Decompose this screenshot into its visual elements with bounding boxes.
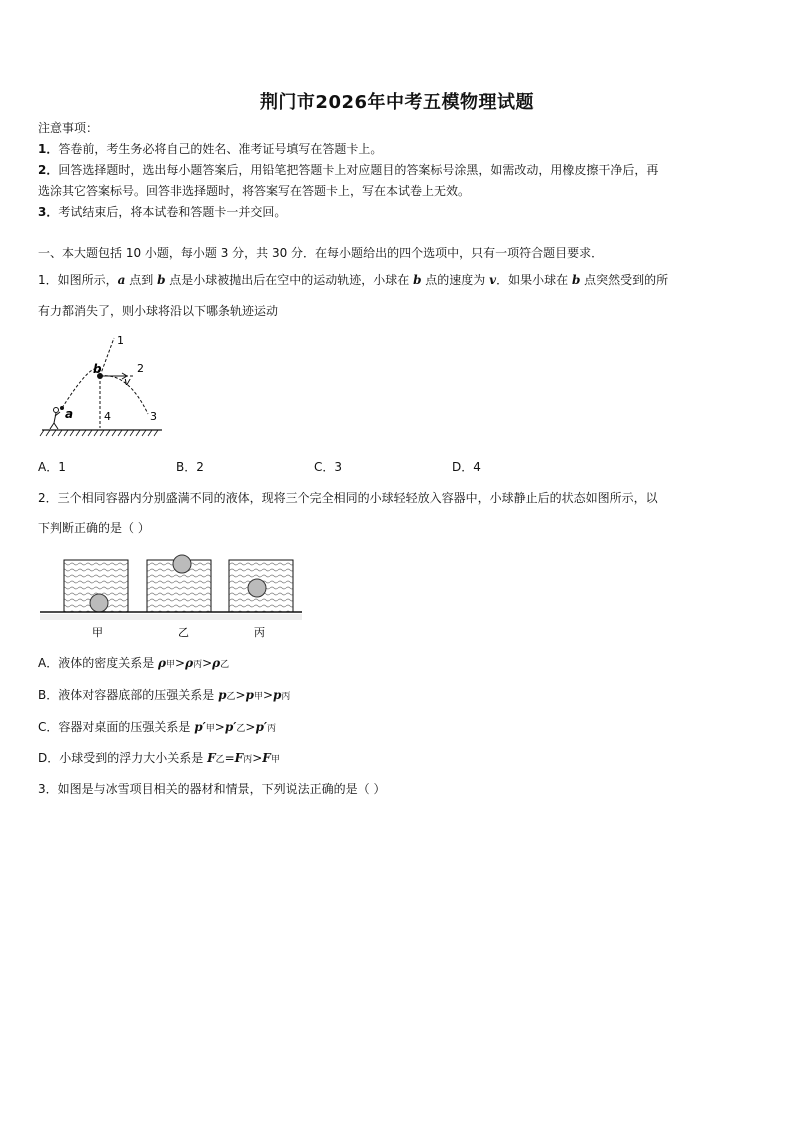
- q1-symbol-a: a: [117, 273, 126, 287]
- notice-item-number: 2．: [38, 163, 59, 177]
- symbol: p′: [255, 720, 268, 734]
- containers-figure: [38, 548, 304, 642]
- q1-symbol-b: b: [571, 273, 581, 287]
- notice-heading: 注意事项：: [38, 121, 99, 135]
- q1-option-d: D．4: [452, 460, 481, 474]
- q1-text: 点突然受到的所: [580, 273, 669, 287]
- notice-item-text: 选涂其它答案标号。回答非选择题时，将答案写在答题卡上，写在本试卷上无效。: [38, 184, 471, 198]
- symbol: p: [218, 688, 227, 702]
- label-velocity: v: [124, 375, 131, 388]
- q1-symbol-b: b: [157, 273, 166, 287]
- symbol: p′: [194, 720, 206, 734]
- question-2-line-1: 2．三个相同容器内分别盛满不同的液体，现将三个完全相同的小球轻轻放入容器中，小球静止后的状态如图所示，以: [38, 491, 658, 505]
- subscript: 乙: [236, 724, 246, 734]
- subscript: 丙: [281, 692, 291, 702]
- symbol: F: [262, 751, 271, 765]
- operator: >: [245, 720, 256, 734]
- label-path-1: 1: [117, 334, 124, 347]
- symbol: F: [234, 751, 244, 765]
- symbol: ρ: [158, 656, 167, 670]
- question-3: 3．如图是与冰雪项目相关的器材和情景，下列说法正确的是（ ）: [38, 782, 386, 796]
- option-text: C．容器对桌面的压强关系是: [38, 720, 195, 734]
- symbol: p′: [224, 720, 237, 734]
- section-heading: 一、本大题包括 10 小题，每小题 3 分，共 30 分．在每小题给出的四个选项中，只有一项符合题目要求．: [38, 246, 604, 260]
- label-point-a: a: [65, 407, 74, 421]
- ball-jia: [90, 594, 108, 612]
- path-1: [100, 338, 114, 376]
- notice-item-2: [38, 162, 658, 178]
- notice-item-text: 回答选择题时，选出每小题答案后，用铅笔把答题卡上对应题目的答案标号涂黑，如需改动，用橡皮擦干净后，再: [58, 163, 659, 177]
- subscript: 丙: [193, 660, 203, 670]
- operator: >: [235, 688, 246, 702]
- q1-symbol-v: v: [489, 273, 497, 287]
- label-yi: 乙: [178, 626, 189, 639]
- q1-text: 点到: [125, 273, 158, 287]
- option-text: D．小球受到的浮力大小关系是: [38, 751, 208, 765]
- q1-text: 1．如图所示，: [38, 273, 118, 287]
- notice-item-text: 答卷前，考生务必将自己的姓名、准考证号填写在答题卡上。: [58, 142, 383, 156]
- question-2-line-2: 下判断正确的是（ ）: [38, 521, 150, 535]
- q2-option-a: [38, 655, 229, 673]
- q1-symbol-b: b: [413, 273, 422, 287]
- symbol: p: [245, 688, 254, 702]
- q2-option-c: [38, 719, 276, 737]
- q1-text: 点是小球被抛出后在空中的运动轨迹，小球在: [165, 273, 414, 287]
- subscript: 丙: [243, 755, 253, 765]
- operator: >: [202, 656, 213, 670]
- notice-item-1: [38, 141, 382, 157]
- container-jia: [64, 560, 128, 612]
- ball-yi: [173, 555, 191, 573]
- container-yi: [147, 555, 211, 612]
- question-1-line-1: [38, 272, 668, 288]
- subscript: 丙: [267, 724, 277, 734]
- label-path-2: 2: [137, 362, 144, 375]
- q1-option-c: C．3: [314, 460, 343, 474]
- notice-item-number: 1．: [38, 142, 59, 156]
- notice-item-2-continued: [38, 183, 470, 199]
- q2-option-b: [38, 687, 290, 705]
- label-path-4: 4: [104, 410, 111, 423]
- thrower-figure: [50, 408, 60, 430]
- container-bing: [229, 560, 293, 612]
- subscript: 甲: [253, 692, 263, 702]
- label-path-3: 3: [150, 410, 157, 423]
- subscript: 甲: [166, 660, 176, 670]
- velocity-arrow: [100, 373, 127, 379]
- page-title: 荆门市2026年中考五模物理试题: [259, 92, 535, 113]
- ball-bing: [248, 579, 266, 597]
- q2-option-d: [38, 750, 280, 768]
- operator: >: [214, 720, 225, 734]
- symbol: F: [207, 751, 216, 765]
- notice-item-3: [38, 204, 286, 220]
- operator: >: [262, 688, 273, 702]
- label-bing: 丙: [254, 626, 265, 639]
- q1-option-b: B．2: [176, 460, 204, 474]
- q1-text: 点的速度为: [421, 273, 490, 287]
- label-point-b: b: [93, 362, 102, 376]
- notice-item-number: 3．: [38, 205, 59, 219]
- subscript: 乙: [220, 660, 230, 670]
- operator: >: [252, 751, 263, 765]
- q1-text: ．如果小球在: [496, 273, 572, 287]
- question-1-line-2: 有力都消失了，则小球将沿以下哪条轨迹运动: [38, 304, 279, 318]
- subscript: 甲: [270, 755, 280, 765]
- symbol: p: [273, 688, 282, 702]
- subscript: 乙: [226, 692, 236, 702]
- label-jia: 甲: [92, 626, 103, 639]
- ground: [40, 430, 162, 436]
- operator: =: [224, 751, 235, 765]
- q1-option-a: A．1: [38, 460, 66, 474]
- operator: >: [175, 656, 186, 670]
- trajectory-figure: [38, 332, 168, 442]
- symbol: ρ: [185, 656, 194, 670]
- option-text: A．液体的密度关系是: [38, 656, 159, 670]
- subscript: 乙: [215, 755, 225, 765]
- option-text: B．液体对容器底部的压强关系是: [38, 688, 219, 702]
- subscript: 甲: [205, 724, 215, 734]
- notice-item-text: 考试结束后，将本试卷和答题卡一并交回。: [58, 205, 287, 219]
- ball-at-a: [60, 406, 64, 410]
- symbol: ρ: [212, 656, 221, 670]
